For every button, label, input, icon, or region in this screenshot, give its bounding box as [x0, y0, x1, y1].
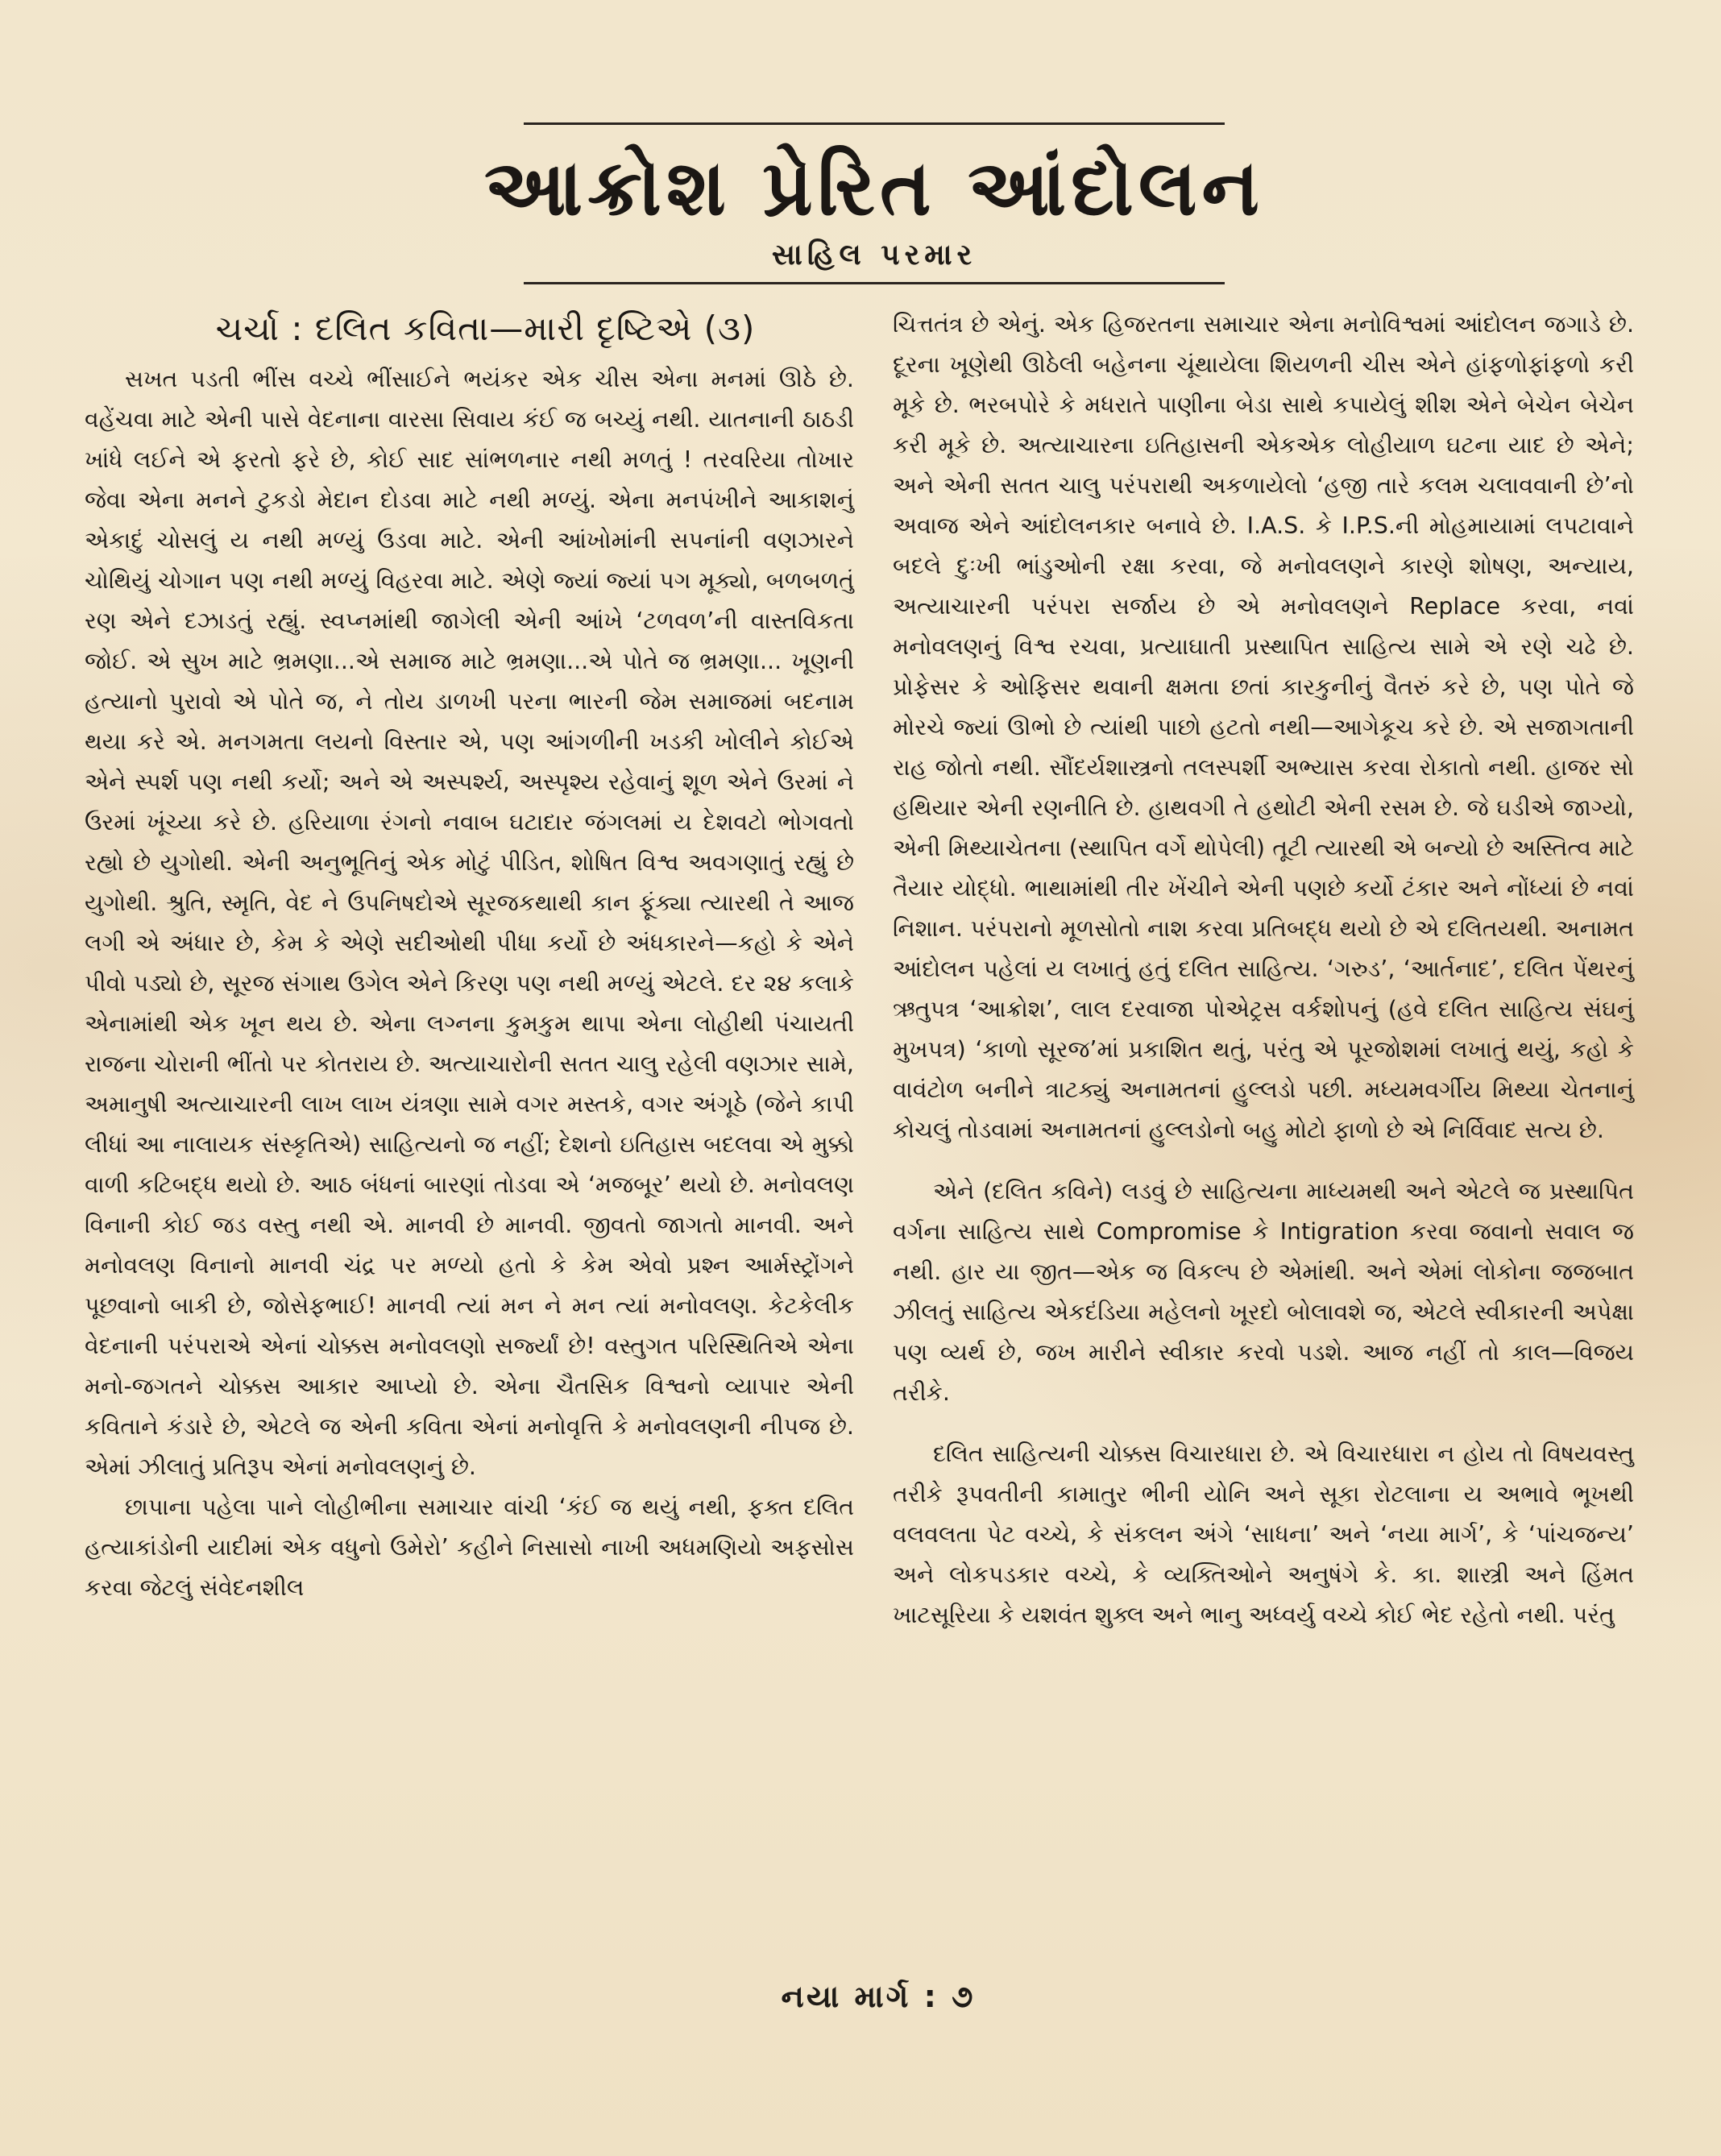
page-footer: નયા માર્ગ : ૭ — [781, 1979, 976, 2014]
paragraph: છાપાના પહેલા પાને લોહીભીના સમાચાર વાંચી ‘કંઈ જ થયું નથી, ફક્ત દલિત હત્યાકાંડોની યાદીમાં એક વધુનો ઉમેરો’ કહીને નિસાસો નાખી અધમણિયો અફસોસ કરવા જેટલું સંવેદનશીલ — [85, 1494, 854, 1601]
author-name: સાહિલ પરમાર — [771, 238, 977, 272]
left-column — [85, 305, 854, 1608]
paragraph: ચિત્તતંત્ર છે એનું. એક હિજરતના સમાચાર એના મનોવિશ્વમાં આંદોલન જગાડે છે. દૂરના ખૂણેથી ઊઠેલી બહેનના ચૂંથાયેલા શિયળની ચીસ એને હાંફળોફાંફળો કરી મૂકે છે. ભરબપોરે કે મધરાતે પાણીના બેડા સાથે કપાયેલું શીશ એને બેચેન બેચેન કરી મૂકે છે. અત્યાચારના ઇતિહાસની એકએક લોહીયાળ ઘટના યાદ છે એને; અને એની સતત ચાલુ પરંપરાથી અકળાયેલો ‘હજી તારે કલમ ચલાવવાની છે’નો અવાજ એને આંદોલનકાર બનાવે છે. I.A.S. કે I.P.S.ની મોહમાયામાં લપટાવાને બદલે દુઃખી ભાંડુઓની રક્ષા કરવા, જે મનોવલણને કારણે શોષણ, અન્યાય, અત્યાચારની પરંપરા સર્જાય છે એ મનોવલણને Replace કરવા, નવાં મનોવલણનું વિશ્વ રચવા, પ્રત્યાઘાતી પ્રસ્થાપિત સાહિત્ય સામે એ રણે ચઢે છે. પ્રોફેસર કે ઓફિસર થવાની ક્ષમતા છતાં કારકુનીનું વૈતરું કરે છે, પણ પોતે જે મોરચે જ્યાં ઊભો છે ત્યાંથી પાછો હટતો નથી—આગેકૂચ કરે છે. એ સજાગતાની રાહ જોતો નથી. સૌંદર્યશાસ્ત્રનો તલસ્પર્શી અભ્યાસ કરવા રોકાતો નથી. હાજર સો હથિયાર એની રણનીતિ છે. હાથવગી તે હથોટી એની રસમ છે. જે ઘડીએ જાગ્યો, એની મિથ્યાચેતના (સ્થાપિત વર્ગે થોપેલી) તૂટી ત્યારથી એ બન્યો છે અસ્તિત્વ માટે તૈયાર યોદ્ધો. ભાથામાંથી તીર ખેંચીને એની પણછે કર્યો ટંકાર અને નોંધ્યાં છે નવાં નિશાન. પરંપરાનો મૂળસોતો નાશ કરવા પ્રતિબદ્ધ થયો છે એ દલિતયથી. અનામત આંદોલન પહેલાં ય લખાતું હતું દલિત સાહિત્ય. ‘ગરુડ’, ‘આર્તનાદ’, દલિત પેંથરનું ઋતુપત્ર ‘આક્રોશ’, લાલ દરવાજા પોએટ્રસ વર્કશોપનું (હવે દલિત સાહિત્ય સંઘનું મુખપત્ર) ‘કાળો સૂરજ’માં પ્રકાશિત થતું, પરંતુ એ પૂરજોશમાં લખાતું થયું, કહો કે વાવંટોળ બનીને ત્રાટક્યું અનામતનાં હુલ્લડો પછી. મધ્યમવર્ગીય મિથ્યા ચેતનાનું કોચલું તોડવામાં અનામતનાં હુલ્લડોનો બહુ મોટો ફાળો છે એ નિર્વિવાદ સત્ય છે. — [893, 311, 1634, 1143]
article-title: આક્રોશ પ્રેરિત આંદોલન — [484, 143, 1264, 233]
paragraph: એને (દલિત કવિને) લડવું છે સાહિત્યના માધ્યમથી અને એટલે જ પ્રસ્થાપિત વર્ગના સાહિત્ય સાથે Compromise કે Intigration કરવા જવાનો સવાલ જ નથી. હાર યા જીત—એક જ વિકલ્પ છે એમાંથી. અને એમાં લોકોના જજબાત ઝીલતું સાહિત્ય એકદંડિયા મહેલનો ખૂરદો બોલાવશે જ, એટલે સ્વીકારની અપેક્ષા પણ વ્યર્થ છે, જખ મારીને સ્વીકાર કરવો પડશે. આજ નહીં તો કાલ—વિજય તરીકે. — [893, 1178, 1634, 1406]
title-bottom-rule — [524, 282, 1225, 284]
title-top-rule — [524, 122, 1225, 125]
paragraph: સખત પડતી ભીંસ વચ્ચે ભીંસાઈને ભયંકર એક ચીસ એના મનમાં ઊઠે છે. વહેંચવા માટે એની પાસે વેદનાના વારસા સિવાય કંઈ જ બચ્યું નથી. યાતનાની ઠાઠડી ખાંધે લઈને એ ફરતો ફરે છે, કોઈ સાદ સાંભળનાર નથી મળતું ! તરવરિયા તોખાર જેવા એના મનને ટુકડો મેદાન દોડવા માટે નથી મળ્યું. એના મનપંખીને આકાશનું એકાદું ચોસલું ય નથી મળ્યું ઉડવા માટે. એની આંખોમાંની સપનાંની વણઝારને ચોથિયું ચોગાન પણ નથી મળ્યું વિહરવા માટે. એણે જ્યાં જ્યાં પગ મૂક્યો, બળબળતું રણ એને દઝાડતું રહ્યું. સ્વપ્નમાંથી જાગેલી એની આંખે ‘ટળવળ’ની વાસ્તવિકતા જોઈ. એ સુખ માટે ભ્રમણા...એ સમાજ માટે ભ્રમણા...એ પોતે જ ભ્રમણા... ખૂણની હત્યાનો પુરાવો એ પોતે જ, ને તોય ડાળખી પરના ભારની જેમ સમાજમાં બદનામ થયા કરે એ. મનગમતા લયનો વિસ્તાર એ, પણ આંગળીની ખડકી ખોલીને કોઈએ એને સ્પર્શ પણ નથી કર્યો; અને એ અસ્પર્શ્ય, અસ્પૃશ્ય રહેવાનું શૂળ એને ઉરમાં ને ઉરમાં ખૂંચ્યા કરે છે. હરિયાળા રંગનો નવાબ ઘટાદાર જંગલમાં ય દેશવટો ભોગવતો રહ્યો છે યુગોથી. એની અનુભૂતિનું એક મોટું પીડિત, શોષિત વિશ્વ અવગણાતું રહ્યું છે યુગોથી. શ્રુતિ, સ્મૃતિ, વેદ ને ઉપનિષદોએ સૂરજકથાથી કાન ફૂંક્યા ત્યારથી તે આજ લગી એ અંધાર છે, કેમ કે એણે સદીઓથી પીધા કર્યો છે અંધકારને—કહો કે એને પીવો પડ્યો છે, સૂરજ સંગાથ ઉગેલ એને કિરણ પણ નથી મળ્યું એટલે. દર ૨૪ કલાકે એનામાંથી એક ખૂન થય છે. એના લગ્નના કુમકુમ થાપા એના લોહીથી પંચાયતી રાજના ચોરાની ભીંતો પર કોતરાય છે. અત્યાચારોની સતત ચાલુ રહેલી વણઝાર સામે, અમાનુષી અત્યાચારની લાખ લાખ યંત્રણા સામે વગર મસ્તકે, વગર અંગૂઠે (જેને કાપી લીધાં આ નાલાયક સંસ્કૃતિએ) સાહિત્યનો જ નહીં; દેશનો ઇતિહાસ બદલવા એ મુક્કો વાળી કટિબદ્ધ થયો છે. આઠ બંધનાં બારણાં તોડવા એ ‘મજબૂર’ થયો છે. મનોવલણ વિનાની કોઈ જડ વસ્તુ નથી એ. માનવી છે માનવી. જીવતો જાગતો માનવી. અને મનોવલણ વિનાનો માનવી ચંદ્ર પર મળ્યો હતો કે કેમ એવો પ્રશ્ન આર્મસ્ટ્રોંગને પૂછવાનો બાકી છે, જોસેફભાઈ! માનવી ત્યાં મન ને મન ત્યાં મનોવલણ. કેટકેલીક વેદનાની પરંપરાએ એનાં ચોક્કસ મનોવલણો સર્જ્યાં છે! વસ્તુગત પરિસ્થિતિએ એના મનો-જગતને ચોક્કસ આકાર આપ્યો છે. એના ચૈતસિક વિશ્વનો વ્યાપાર એની કવિતાને કંડારે છે, એટલે જ એની કવિતા એનાં મનોવૃત્તિ કે મનોવલણની નીપજ છે. એમાં ઝીલાતું પ્રતિરૂપ એનાં મનોવલણનું છે. — [85, 366, 854, 1480]
paragraph: દલિત સાહિત્યની ચોક્કસ વિચારધારા છે. એ વિચારધારા ન હોય તો વિષયવસ્તુ તરીકે રૂપવતીની કામાતુર ભીની યોનિ અને સૂકા રોટલાના ય અભાવે ભૂખથી વલવલતા પેટ વચ્ચે, કે સંકલન અંગે ‘સાધના’ અને ‘નયા માર્ગ’, કે ‘પાંચજન્ય’ અને લોકપડકાર વચ્ચે, કે વ્યક્તિઓને અનુષંગે કે. કા. શાસ્ત્રી અને હિંમત ખાટસૂરિયા કે યશવંત શુક્લ અને ભાનુ અધ્વર્યુ વચ્ચે કોઈ ભેદ રહેતો નથી. પરંતુ — [893, 1441, 1634, 1628]
right-column — [893, 305, 1634, 1636]
article-subtitle: ચર્ચા : દલિત કવિતા—મારી દૃષ્ટિએ (૩) — [215, 309, 756, 348]
